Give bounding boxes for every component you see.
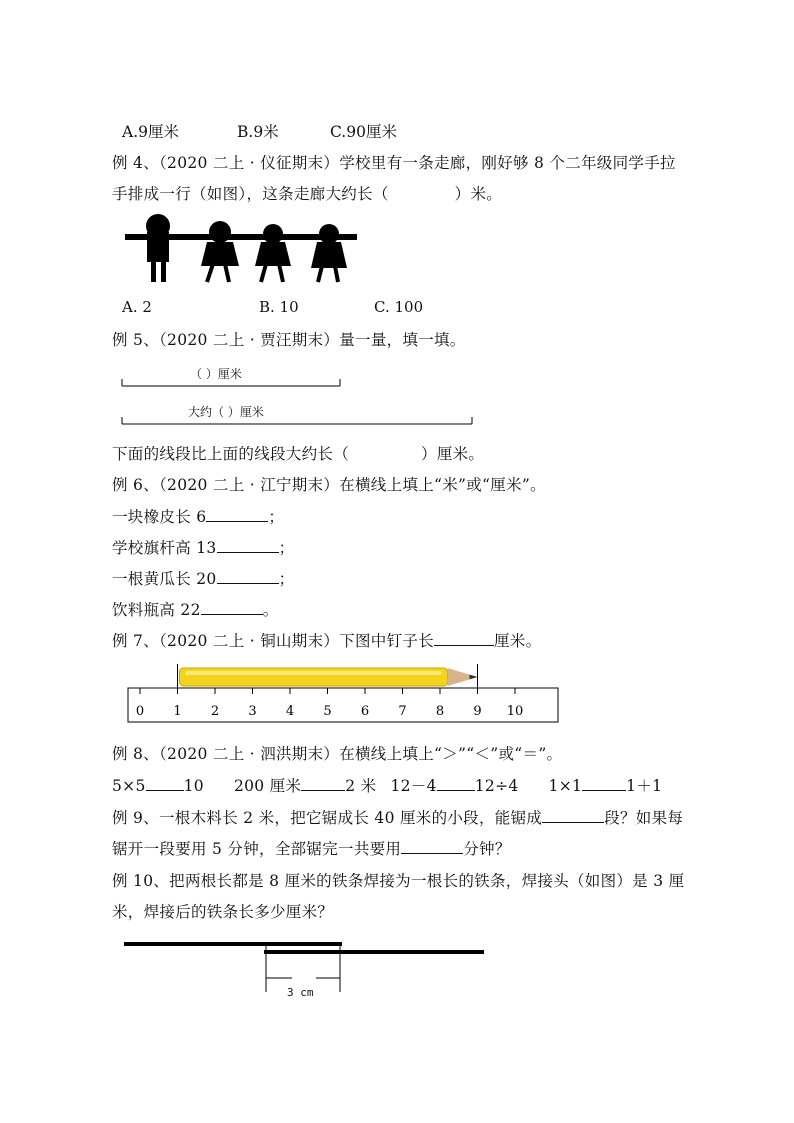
ex5-question-a: 下面的线段比上面的线段大约长（ (112, 445, 350, 463)
iron-bar-2 (264, 950, 484, 954)
answer-blank[interactable] (434, 631, 494, 646)
ex9-line1-a: 例 9、一根木料长 2 米，把它锯成长 40 厘米的小段，能锯成 (112, 809, 543, 827)
ruler-label: 2 (210, 704, 220, 719)
ruler-label: 3 (248, 704, 257, 719)
answer-blank[interactable] (401, 839, 463, 854)
ex4-line2 (112, 182, 502, 204)
answer-blank[interactable] (146, 776, 184, 791)
answer-blank[interactable] (206, 507, 268, 522)
answer-blank[interactable] (217, 569, 279, 584)
segment-1-label: （ ）厘米 (190, 367, 242, 381)
ruler-label: 1 (173, 704, 182, 719)
option-a: A.9厘米 (122, 123, 179, 141)
answer-blank[interactable] (582, 776, 626, 791)
ex4-option-c: C. 100 (374, 298, 424, 316)
ex7-title-b: 厘米。 (494, 632, 542, 650)
ex4-title: 例 4、（2020 二上 · 仪征期末）学校里有一条走廊，刚好够 8 个二年级同学手拉 (112, 154, 676, 172)
ex6-item-text: 饮料瓶高 22 (112, 601, 201, 619)
ex10-line1: 例 10、把两根长都是 8 厘米的铁条焊接为一根长的铁条，焊接头（如图）是 3 厘 (112, 872, 685, 890)
ruler-label: 7 (398, 704, 407, 719)
segment-2-label: 大约（ ）厘米 (188, 405, 264, 419)
ruler-label: 9 (473, 704, 482, 719)
segment-1 (120, 376, 344, 388)
ex7-title-a: 例 7、（2020 二上 · 铜山期末）下图中钉子长 (112, 632, 434, 650)
ex6-title: 例 6、（2020 二上 · 江宁期末）在横线上填上“米”或“厘米”。 (112, 476, 546, 494)
ex4-line2-b: ）米。 (454, 185, 503, 203)
ex9-line2 (112, 837, 511, 859)
ex6-item-text: 一块橡皮长 6 (112, 508, 207, 526)
ex5-question (112, 442, 484, 464)
ex6-item-2 (112, 536, 294, 558)
compare-2-left: 200 厘米 (233, 777, 302, 795)
ex6-item-1 (112, 505, 284, 527)
ex9-line2-b: 分钟？ (463, 840, 511, 858)
ex4-line2-a: 手排成一行（如图），这条走廊大约长（ (112, 185, 389, 203)
ruler-label: 10 (506, 704, 524, 719)
ex7-title (112, 629, 541, 651)
answer-blank[interactable] (542, 808, 604, 823)
ex5-question-b: ）厘米。 (421, 445, 485, 463)
option-c: C.90厘米 (330, 123, 397, 141)
iron-bar-1 (124, 942, 342, 946)
ex9-line2-a: 锯开一段要用 5 分钟，全部锯完一共要用 (112, 840, 402, 858)
ruler-label: 0 (135, 704, 145, 719)
compare-2-right: 2 米 (345, 777, 377, 795)
ex4-option-a: A. 2 (122, 298, 152, 316)
ruler-label: 8 (435, 704, 445, 719)
ex8-comparisons (112, 774, 662, 796)
ruler-label: 5 (323, 704, 332, 719)
ex6-item-end: ； (268, 508, 285, 526)
ex6-item-text: 一根黄瓜长 20 (112, 570, 217, 588)
ex6-item-end: ； (278, 570, 295, 588)
ruler-with-pencil (124, 660, 564, 726)
answer-blank[interactable] (437, 776, 475, 791)
answer-blank[interactable] (301, 776, 345, 791)
ex6-item-3 (112, 567, 294, 589)
ex6-item-4 (112, 598, 279, 620)
ex6-item-end: 。 (262, 601, 279, 619)
pencil (180, 668, 478, 686)
option-b: B.9米 (237, 123, 279, 141)
ex4-option-b: B. 10 (259, 298, 299, 316)
ex6-item-text: 学校旗杆高 13 (112, 539, 217, 557)
ruler-label: 4 (285, 704, 295, 719)
answer-blank[interactable] (217, 538, 279, 553)
ruler-label: 6 (360, 704, 370, 719)
compare-3-right: 12÷4 (474, 777, 519, 795)
compare-4-right: 1＋1 (626, 777, 663, 795)
ex10-line2: 米，焊接后的铁条长多少厘米？ (112, 903, 334, 921)
compare-1-left: 5×5 (112, 777, 146, 795)
ex9-line1-b: 段？如果每 (604, 809, 684, 827)
overlap-label: 3 cm (287, 986, 314, 999)
ex9-line1 (112, 806, 683, 828)
ex6-item-end: ； (278, 539, 295, 557)
segment-2 (120, 414, 476, 426)
compare-4-left: 1×1 (548, 777, 583, 795)
children-holding-hands-picture (125, 212, 361, 288)
compare-1-right: 10 (183, 777, 204, 795)
ex5-title: 例 5、（2020 二上 · 贾汪期末）量一量，填一填。 (112, 331, 466, 349)
compare-3-left: 12－4 (390, 777, 437, 795)
ex8-title: 例 8、（2020 二上 · 泗洪期末）在横线上填上“＞”“＜”或“＝”。 (112, 745, 563, 763)
answer-blank[interactable] (201, 600, 263, 615)
